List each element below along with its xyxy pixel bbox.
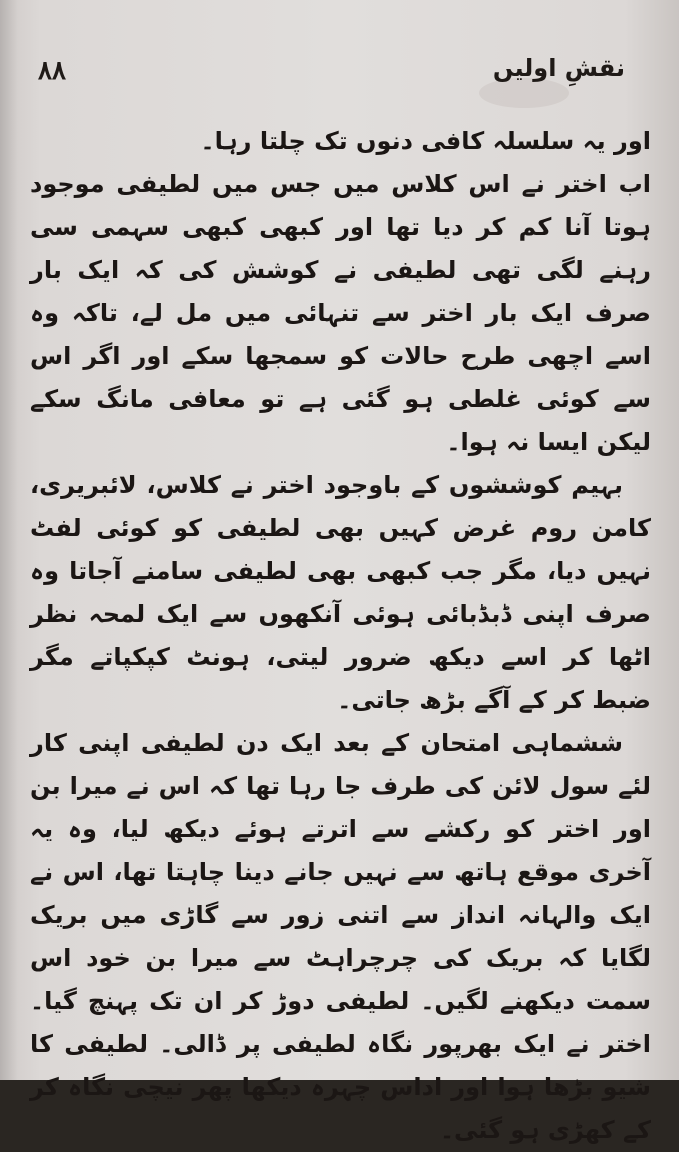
running-title: نقشِ اولیں	[492, 54, 625, 82]
page-number: ۸۸	[38, 56, 66, 86]
paragraph: اور یہ سلسلہ کافی دنوں تک چلتا رہا۔	[200, 127, 651, 155]
page-gutter-shadow	[0, 0, 18, 1080]
paragraph: اب اختر نے اس کلاس میں جس میں لطیفی موجود ہوتا آنا کم کر دیا تھا اور کبھی کبھی سہمی سی رہنے لگی تھی لطیفی نے کوشش کی کہ ایک بار صرف ایک بار اختر سے تنہائی میں مل لے، تاکہ وہ اسے اچھی طرح حالات کو سمجھا سکے اور اگر اس سے کوئی غلطی ہو گئی ہے تو معافی مانگ سکے لیکن ایسا نہ ہوا۔	[30, 170, 651, 456]
paragraph: بہیم کوششوں کے باوجود اختر نے کلاس، لائبریری، کامن روم غرض کہیں بھی لطیفی کو کوئی لفٹ نہیں دیا، مگر جب کبھی بھی لطیفی سامنے آجاتا وہ صرف اپنی ڈبڈبائی ہوئی آنکھوں سے ایک لمحہ نظر اٹھا کر اسے دیکھ ضرور لیتی، ہونٹ کپکپاتے مگر ضبط کر کے آگے بڑھ جاتی۔	[30, 471, 651, 714]
page-header	[30, 50, 649, 90]
body-text	[30, 120, 651, 1152]
paragraph: ششماہی امتحان کے بعد ایک دن لطیفی اپنی کار لئے سول لائن کی طرف جا رہا تھا کہ اس نے میرا بن اور اختر کو رکشے سے اترتے ہوئے دیکھ لیا، وہ یہ آخری موقع ہاتھ سے نہیں جانے دینا چاہتا تھا، اس نے ایک والہانہ انداز سے اتنی زور سے گاڑی میں بریک لگایا کہ بریک کی چرچراہٹ سے میرا بن خود اس سمت دیکھنے لگیں۔ لطیفی دوڑ کر ان تک پہنچ گیا۔ اختر نے ایک بھرپور نگاہ لطیفی پر ڈالی۔ لطیفی کا شیو بڑھا ہوا اور اداس چہرہ دیکھا پھر نیچی نگاہ کر کے کھڑی ہو گئی۔	[30, 729, 651, 1144]
